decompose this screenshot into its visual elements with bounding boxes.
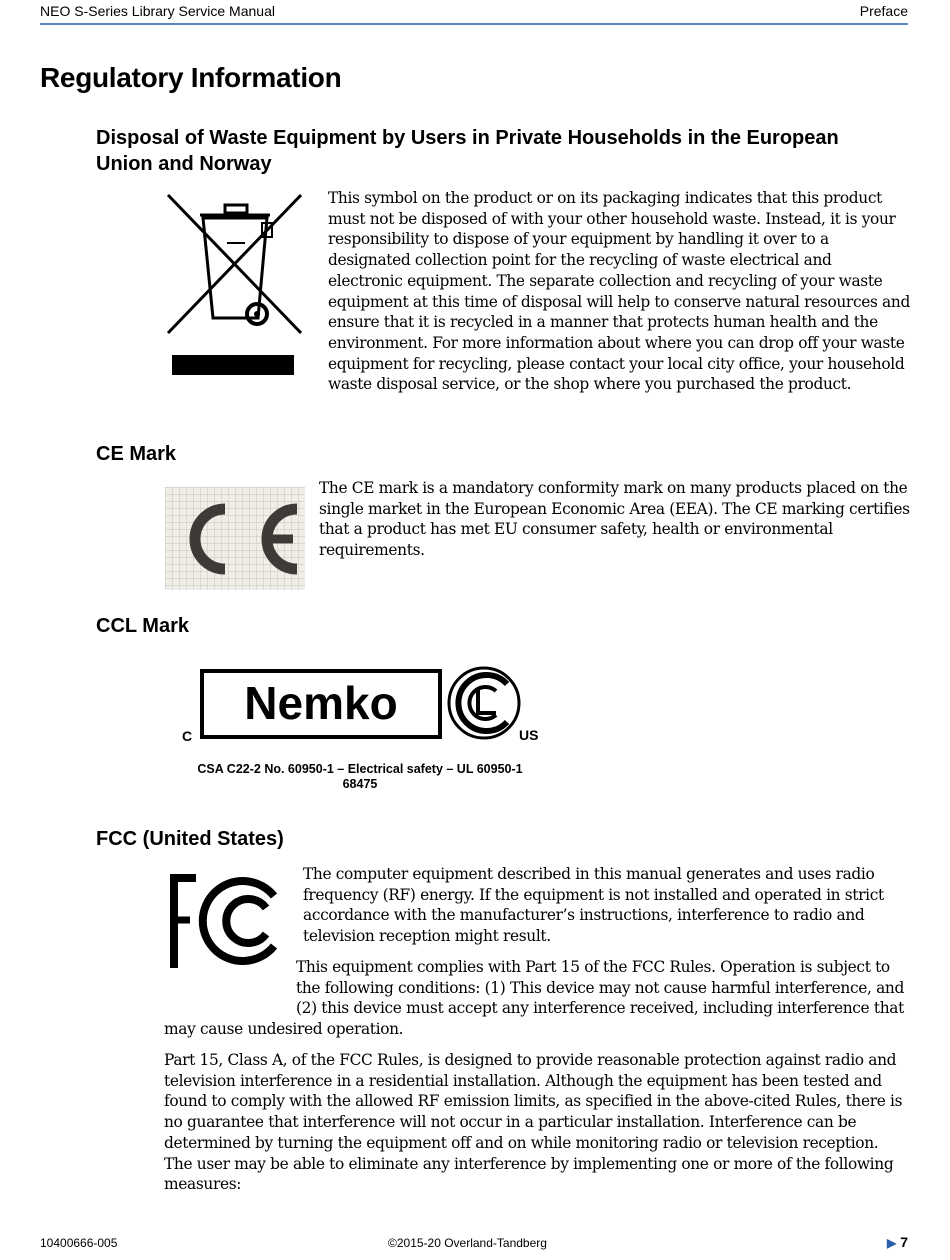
ce-heading: CE Mark: [96, 443, 177, 465]
nemko-logo-us: US: [519, 727, 539, 743]
fcc-logo-wrap-spacer: [164, 957, 296, 999]
footer-page-number: 7: [900, 1234, 908, 1250]
weee-heading-line1: Disposal of Waste Equipment by Users in Private Households in the European: [96, 127, 839, 149]
running-header-section: Preface: [859, 3, 908, 19]
running-header-title: NEO S-Series Library Service Manual: [40, 3, 275, 19]
page-title: Regulatory Information: [40, 62, 342, 93]
nemko-logo-c: C: [182, 728, 193, 744]
weee-paragraph: This symbol on the product or on its packaging indicates that this product must not be disposed of with your other household waste. Instead, it is your responsibility to dispose of your equipment by handling it over to a designated collection point for the recycling of waste electrical and electronic equipment. The separate collection and recycling of your waste equipment at this time of disposal will help to conserve natural resources and ensure that it is recycled in a manner that protects human health and the environment. For more information about where you can drop off your waste equipment for recycling, please contact your local city office, your household waste disposal service, or the shop where you purchased the product.: [328, 189, 910, 394]
ccl-heading: CCL Mark: [96, 615, 189, 637]
csa-line1: CSA C22-2 No. 60950-1 – Electrical safety – UL 60950-1: [197, 762, 523, 776]
csa-standard-text: [185, 762, 535, 792]
fcc-paragraph-1: The computer equipment described in this manual generates and uses radio frequency (RF) energy. If the equipment is not installed and operated in strict accordance with the manufacturer’s instructions, interference to radio and television reception might result.: [303, 865, 884, 946]
fcc-paragraph-3: Part 15, Class A, of the FCC Rules, is designed to provide reasonable protection against radio and television interference in a residential installation. Although the equipment has been tested and found to comply with the allowed RF emission limits, as specified in the above-cited Rules, there is no guarantee that interference will not occur in a particular installation. Interference can be determined by turning the equipment off and on while monitoring radio or television reception. The user may be able to eliminate any interference by implementing one or more of the following measures:: [164, 1051, 903, 1194]
header-divider: [40, 23, 908, 25]
crossed-out-wheelie-bin-icon: [165, 193, 305, 378]
nemko-logo-text: Nemko: [244, 677, 398, 729]
weee-heading-line2: Union and Norway: [96, 153, 272, 175]
nemko-ccl-logo: [180, 663, 545, 745]
fcc-paragraph-2: This equipment complies with Part 15 of the FCC Rules. Operation is subject to the following conditions: (1) This device may not cause harmful interference, and (2) this device must accept any interference received, including interference that may cause undesired operation.: [164, 958, 904, 1039]
ce-mark-icon: [165, 487, 305, 590]
fcc-paragraph-2-block: [164, 957, 910, 1040]
page-arrow-icon: ▶: [886, 1236, 897, 1250]
footer-doc-number: 10400666-005: [40, 1236, 118, 1250]
csa-line2: 68475: [342, 777, 378, 791]
weee-heading: [96, 125, 839, 177]
footer-page-number-wrap: [887, 1234, 908, 1250]
footer-copyright: ©2015-20 Overland-Tandberg: [388, 1236, 547, 1250]
ce-paragraph: The CE mark is a mandatory conformity mark on many products placed on the single market in the European Economic Area (EEA). The CE marking certifies that a product has met EU consumer safety, health or environmental requirements.: [319, 479, 910, 560]
fcc-heading: FCC (United States): [96, 828, 284, 850]
